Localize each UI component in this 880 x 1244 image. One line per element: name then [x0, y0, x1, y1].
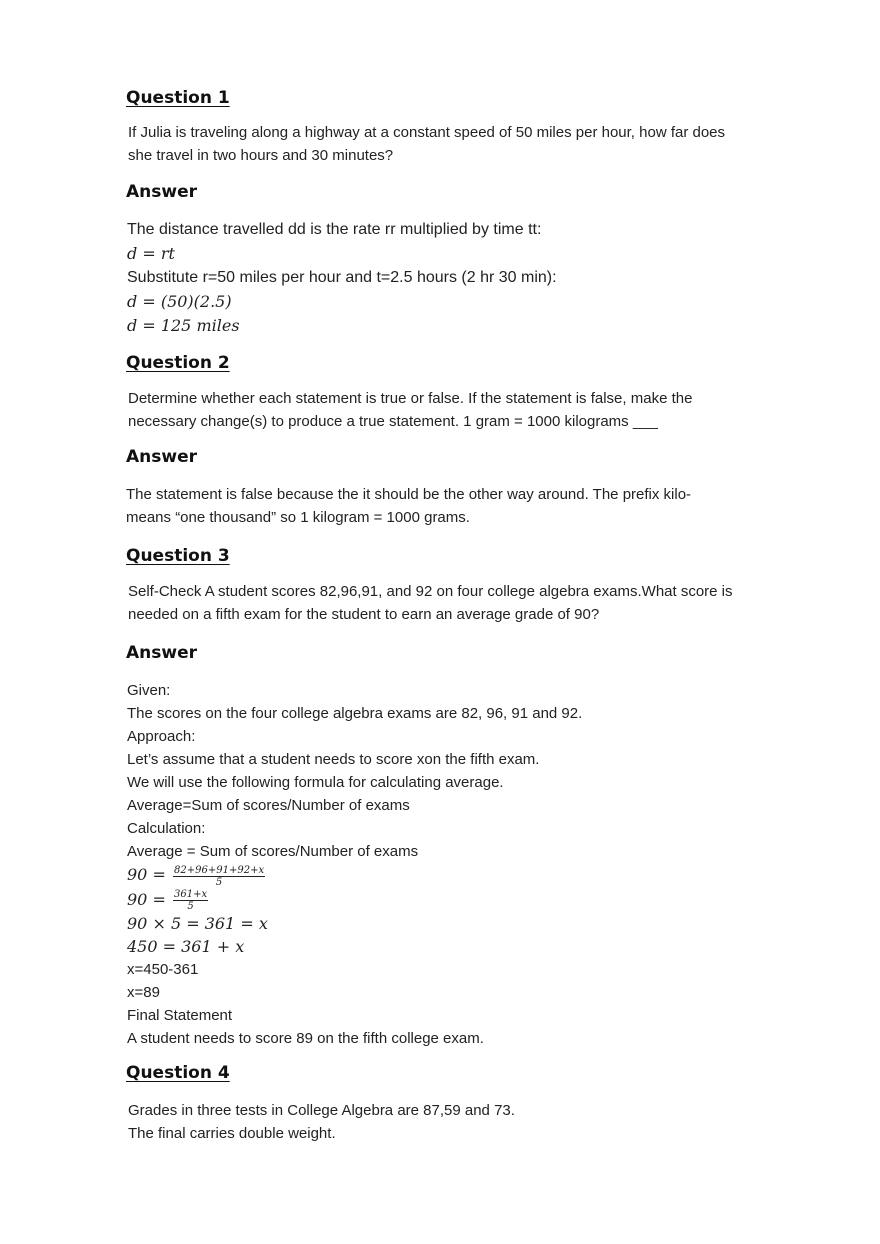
answer-3-equation-3: 90 × 5 = 361 = x	[127, 914, 268, 934]
question-2-line-2: necessary change(s) to produce a true statement. 1 gram = 1000 kilograms ___	[128, 413, 658, 430]
answer-1-heading: Answer	[126, 182, 197, 202]
fraction-1	[173, 865, 265, 888]
answer-2-heading: Answer	[126, 447, 197, 467]
question-3-heading: Question 3	[126, 546, 230, 566]
answer-3-text-line: x=89	[127, 984, 160, 1002]
answer-2-line-1: The statement is false because the it should be the other way around. The prefix kilo-	[126, 486, 692, 503]
answer-3-body	[127, 679, 817, 1050]
question-2-heading: Question 2	[126, 353, 230, 373]
fraction-1-lhs: 90 =	[127, 865, 166, 884]
question-3-line-2: needed on a fifth exam for the student to earn an average grade of 90?	[128, 606, 600, 623]
answer-1-line-1: The distance travelled dd is the rate rr multiplied by time tt:	[127, 221, 542, 238]
answer-1-body	[127, 218, 817, 338]
fraction-1-numerator: 82+96+91+92+x	[174, 864, 265, 876]
answer-3-fraction-equation-1	[127, 863, 817, 888]
question-1-text	[128, 121, 818, 167]
answer-3-text-line: Let’s assume that a student needs to score xon the fifth exam.	[127, 751, 540, 768]
question-2-text	[128, 387, 818, 433]
question-4-line-2: The final carries double weight.	[128, 1125, 336, 1142]
answer-1-equation-2: d = (50)(2.5)	[127, 292, 232, 311]
answer-3-text-line: A student needs to score 89 on the fifth college exam.	[127, 1030, 484, 1048]
question-4-line-1: Grades in three tests in College Algebra are 87,59 and 73.	[128, 1102, 515, 1119]
answer-3-equation-4: 450 = 361 + x	[127, 937, 245, 957]
answer-3-text-line: The scores on the four college algebra exams are 82, 96, 91 and 92.	[127, 705, 583, 722]
fraction-2-numerator: 361+x	[174, 889, 208, 901]
answer-3-heading: Answer	[126, 643, 197, 663]
answer-1-equation-1: d = rt	[127, 244, 175, 263]
fraction-1-denominator: 5	[215, 876, 223, 888]
question-4-text	[128, 1099, 818, 1145]
question-4-heading: Question 4	[126, 1063, 230, 1083]
answer-3-text-line: We will use the following formula for calculating average.	[127, 774, 504, 791]
fraction-2	[173, 889, 208, 912]
answer-3-text-line: Calculation:	[127, 820, 206, 837]
question-3-text	[128, 580, 818, 626]
question-3-line-1: Self-Check A student scores 82,96,91, and 92 on four college algebra exams.What score is	[128, 583, 733, 600]
answer-2-line-2: means “one thousand” so 1 kilogram = 1000 grams.	[126, 509, 470, 526]
answer-3-fraction-equation-2	[127, 888, 817, 913]
question-1-heading: Question 1	[126, 88, 230, 108]
answer-1-equation-3: d = 125 miles	[127, 316, 240, 335]
fraction-2-lhs: 90 =	[127, 889, 166, 909]
question-2-line-1: Determine whether each statement is true or false. If the statement is false, make the	[128, 390, 693, 407]
answer-3-text-line: Approach:	[127, 728, 196, 745]
question-1-line-1: If Julia is traveling along a highway at a constant speed of 50 miles per hour, how far does	[128, 124, 726, 141]
answer-2-body	[126, 483, 816, 529]
answer-3-text-line: Average = Sum of scores/Number of exams	[127, 843, 419, 860]
answer-3-text-line: Average=Sum of scores/Number of exams	[127, 797, 410, 814]
answer-3-text-line: x=450-361	[127, 961, 199, 979]
question-1-line-2: she travel in two hours and 30 minutes?	[128, 147, 394, 164]
fraction-2-denominator: 5	[187, 901, 194, 913]
answer-3-text-line: Given:	[127, 682, 171, 699]
answer-3-text-line: Final Statement	[127, 1007, 233, 1025]
answer-1-line-2: Substitute r=50 miles per hour and t=2.5 hours (2 hr 30 min):	[127, 269, 557, 286]
